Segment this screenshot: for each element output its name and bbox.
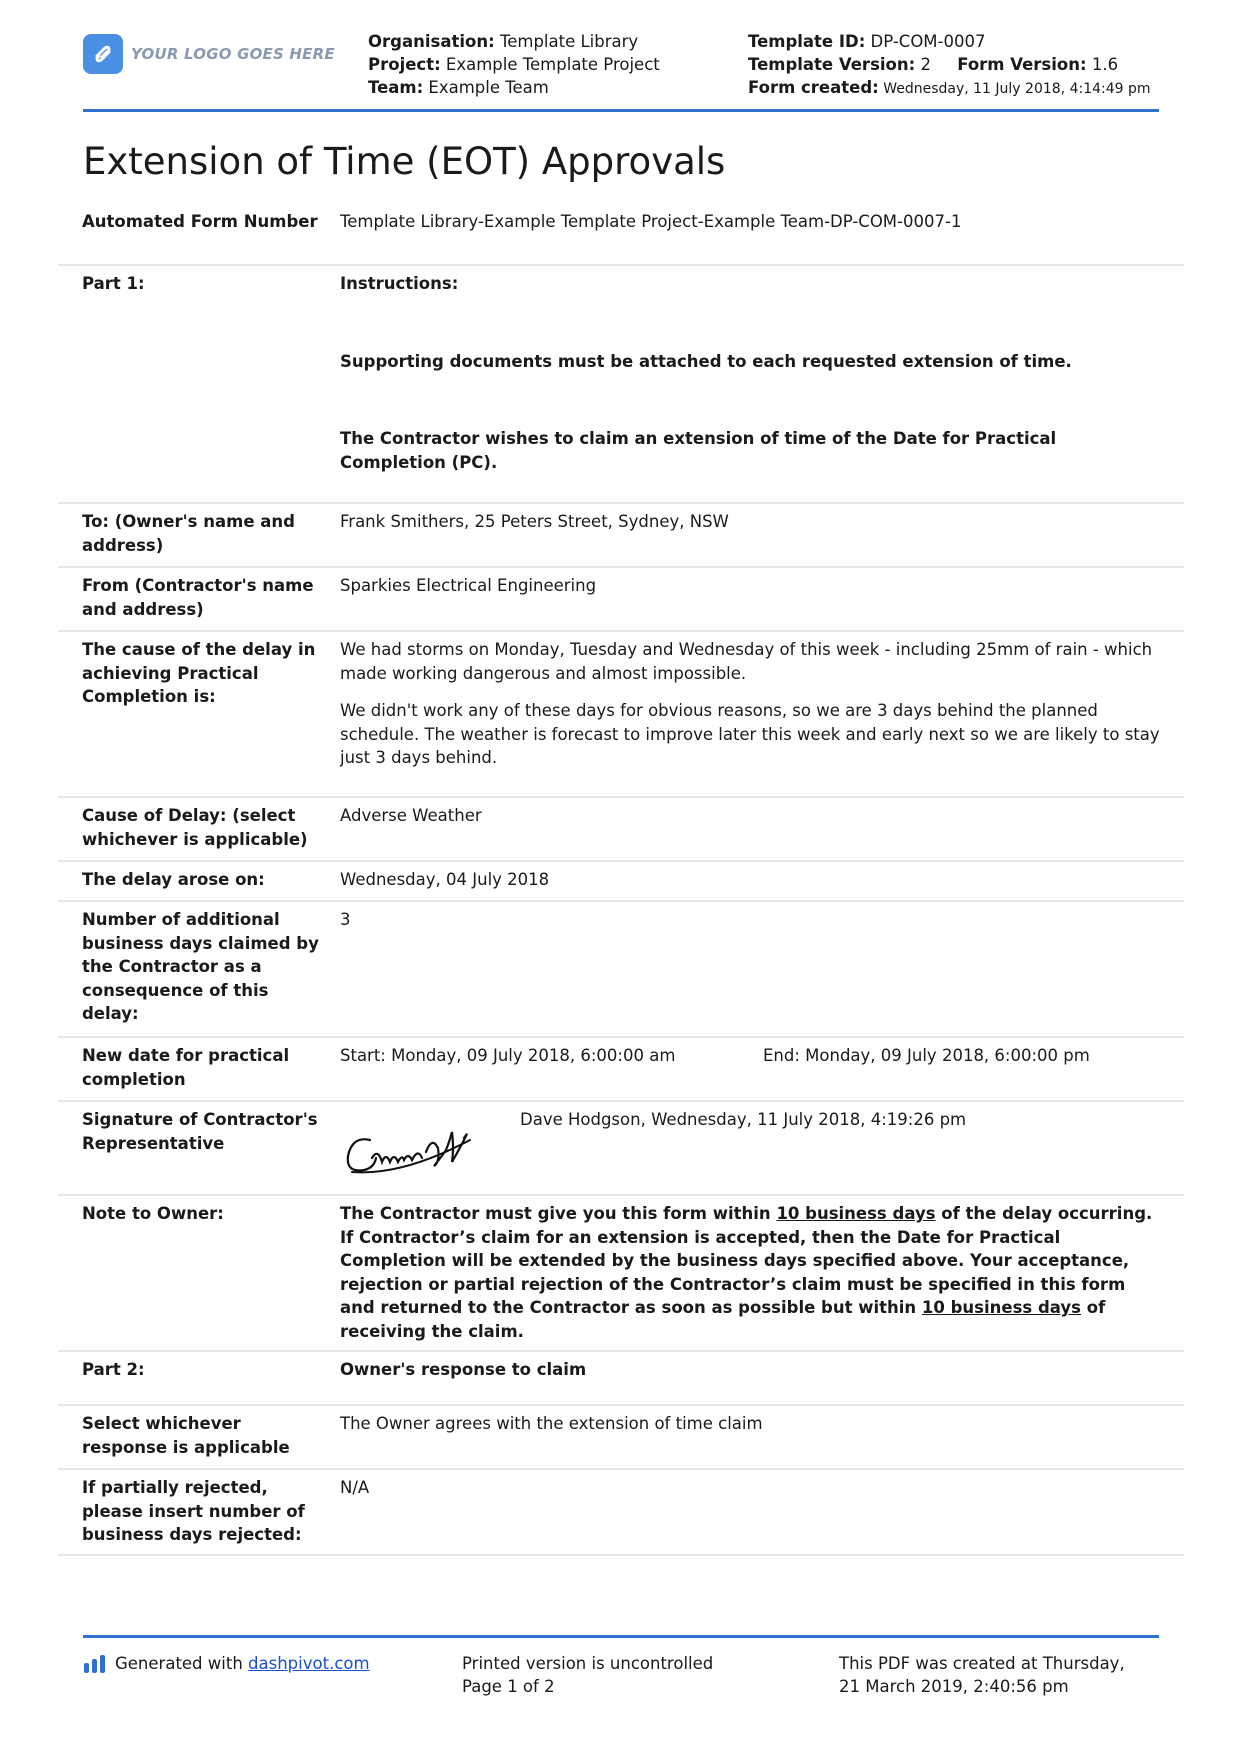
page-header [83, 28, 1159, 108]
form-row-from [58, 568, 1184, 632]
form-version-value: 1.6 [1086, 55, 1119, 74]
instructions-line-2: The Contractor wishes to claim an extension of time of the Date for Practical Completion (PC). [340, 429, 1057, 472]
form-row-cause-type [58, 798, 1184, 862]
organisation-value: Template Library [494, 32, 639, 51]
form-row-to [58, 504, 1184, 568]
from-value: Sparkies Electrical Engineering [340, 576, 597, 595]
cause-type-label: Cause of Delay: (select whichever is applicable) [82, 806, 308, 849]
to-label: To: (Owner's name and address) [82, 512, 295, 555]
note-text-2: of the delay occurring. If Contractor’s claim for an extension is accepted, then the Date for Practical Completion will be extended by the business days specified above. Your acceptance, rejection or partial rejection of the Contractor’s claim must be specified in this form and returned to the Contractor as soon as possible but within [340, 1204, 1153, 1317]
cause-value [340, 638, 1184, 796]
new-date-value [340, 1044, 1184, 1100]
instructions-line-1: Supporting documents must be attached to each requested extension of time. [340, 351, 1072, 371]
header-divider [83, 109, 1159, 112]
new-date-end: End: Monday, 09 July 2018, 6:00:00 pm [763, 1046, 1090, 1065]
response-value: The Owner agrees with the extension of time claim [340, 1414, 763, 1433]
team-label: Team: [368, 78, 424, 97]
generated-text: Generated with [115, 1654, 243, 1673]
team-value: Example Team [423, 78, 549, 97]
cause-type-value: Adverse Weather [340, 806, 482, 825]
signature-meta: Dave Hodgson, Wednesday, 11 July 2018, 4:19:26 pm [520, 1110, 967, 1129]
form-row-delay-arose [58, 862, 1184, 902]
company-logo [83, 34, 335, 74]
note-text-3: of receiving the claim. [340, 1298, 1106, 1341]
footer-created-at: This PDF was created at Thursday, 21 March 2019, 2:40:56 pm [839, 1654, 1125, 1696]
header-org-info [368, 30, 660, 99]
cause-label: The cause of the delay in achieving Practical Completion is: [82, 640, 316, 706]
form-row-cause [58, 632, 1184, 798]
note-label: Note to Owner: [82, 1204, 224, 1223]
bar-chart-icon [83, 1654, 107, 1674]
new-date-start: Start: Monday, 09 July 2018, 6:00:00 am [340, 1046, 676, 1065]
delay-arose-value: Wednesday, 04 July 2018 [340, 870, 550, 889]
template-id-value: DP-COM-0007 [865, 32, 986, 51]
form-table [58, 208, 1184, 1556]
template-version-value: 2 [915, 55, 931, 74]
form-row-days-claimed [58, 902, 1184, 1038]
cause-paragraph-1: We had storms on Monday, Tuesday and Wednesday of this week - including 25mm of rain - which made working dangerous and almost impossible. [340, 640, 1153, 683]
form-row-note [58, 1196, 1184, 1352]
form-row-signature [58, 1102, 1184, 1196]
note-text-1: The Contractor must give you this form within [340, 1204, 777, 1223]
new-date-label: New date for practical completion [82, 1046, 290, 1089]
header-template-info [748, 30, 1151, 101]
form-row-new-date [58, 1038, 1184, 1102]
logo-icon [83, 34, 123, 74]
form-created-value: Wednesday, 11 July 2018, 4:14:49 pm [878, 81, 1151, 97]
form-row-rejected [58, 1470, 1184, 1556]
to-value: Frank Smithers, 25 Peters Street, Sydney, NSW [340, 512, 729, 531]
page-number: Page 1 of 2 [462, 1677, 555, 1696]
note-deadline-1: 10 business days [776, 1204, 936, 1223]
part1-label: Part 1: [82, 274, 145, 293]
page-title: Extension of Time (EOT) Approvals [83, 140, 726, 183]
signature-label: Signature of Contractor's Representative [82, 1110, 318, 1153]
instructions-block [340, 272, 1184, 502]
footer-print-info [462, 1652, 713, 1698]
response-label: Select whichever response is applicable [82, 1414, 290, 1457]
printed-notice: Printed version is uncontrolled [462, 1654, 714, 1673]
form-number-value: Template Library-Example Template Project-Example Team-DP-COM-0007-1 [340, 212, 962, 231]
form-row-part1 [58, 266, 1184, 504]
project-label: Project: [368, 55, 441, 74]
note-value [340, 1202, 1184, 1350]
organisation-label: Organisation: [368, 32, 495, 51]
footer-generated [83, 1652, 370, 1675]
instructions-heading: Instructions: [340, 274, 459, 293]
form-row-response [58, 1406, 1184, 1470]
cause-paragraph-2: We didn't work any of these days for obvious reasons, so we are 3 days behind the planned schedule. The weather is forecast to improve later this week and early next so we are likely to stay just 3 days behind. [340, 701, 1160, 767]
signature-image [342, 1118, 482, 1188]
form-row-part2 [58, 1352, 1184, 1406]
form-row-form-number [58, 208, 1184, 266]
dashpivot-link[interactable]: dashpivot.com [248, 1654, 370, 1673]
form-created-label: Form created: [748, 78, 879, 97]
rejected-label: If partially rejected, please insert number of business days rejected: [82, 1478, 305, 1544]
template-id-label: Template ID: [748, 32, 866, 51]
form-version-label: Form Version: [957, 55, 1087, 74]
from-label: From (Contractor's name and address) [82, 576, 314, 619]
note-deadline-2: 10 business days [921, 1298, 1081, 1317]
days-claimed-label: Number of additional business days claimed by the Contractor as a consequence of this delay: [82, 910, 319, 1023]
days-claimed-value: 3 [340, 910, 351, 929]
footer-divider [83, 1635, 1159, 1638]
part2-label: Part 2: [82, 1360, 145, 1379]
part2-value: Owner's response to claim [340, 1360, 587, 1379]
rejected-value: N/A [340, 1478, 370, 1497]
form-number-label: Automated Form Number [82, 212, 318, 231]
signature-value [340, 1108, 1184, 1198]
project-value: Example Template Project [440, 55, 660, 74]
template-version-label: Template Version: [748, 55, 916, 74]
logo-text: YOUR LOGO GOES HERE [131, 45, 335, 63]
delay-arose-label: The delay arose on: [82, 870, 265, 889]
